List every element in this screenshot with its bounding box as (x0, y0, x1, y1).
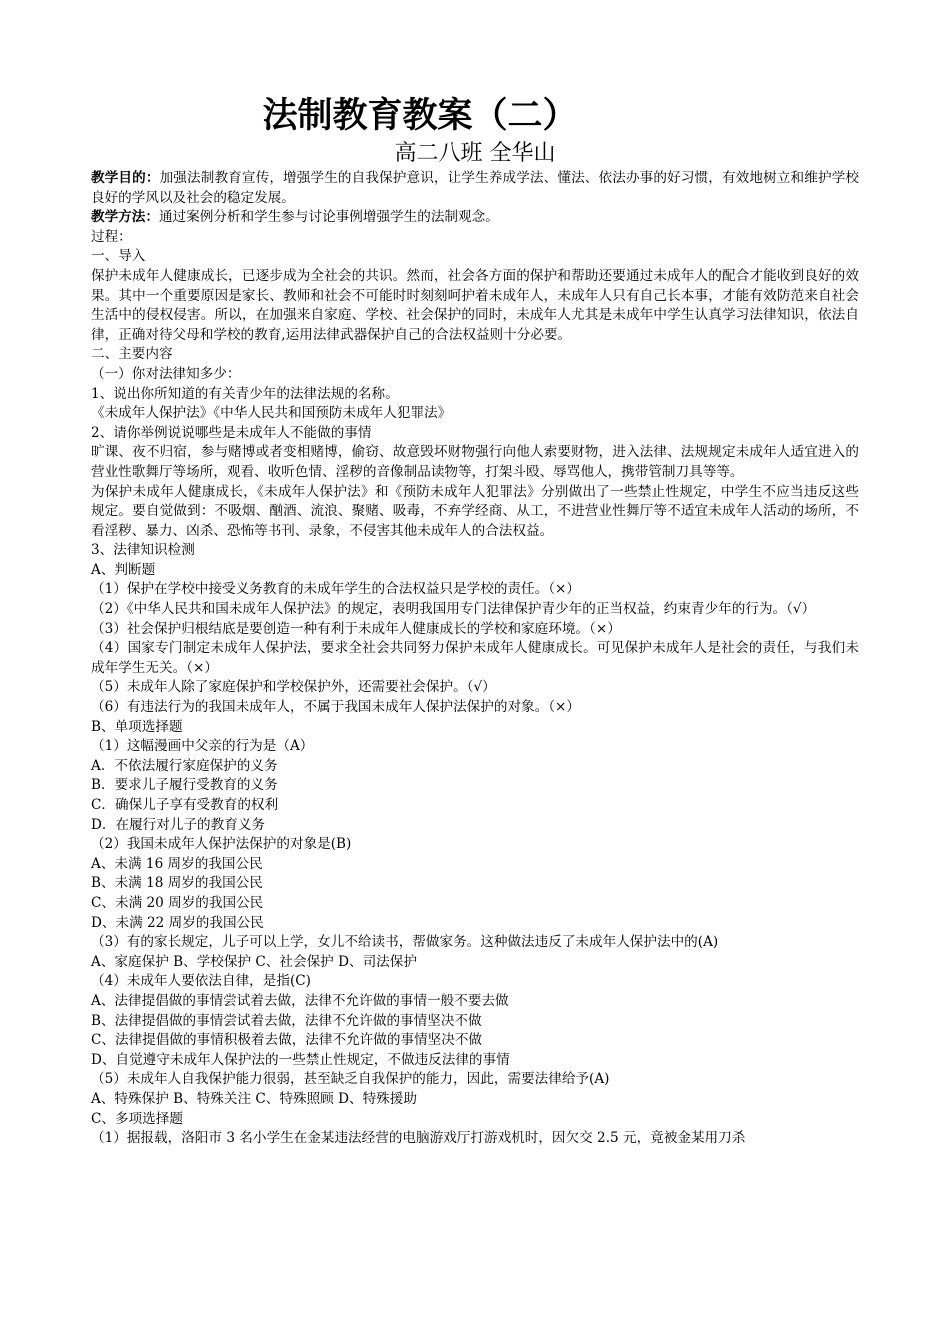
body-line: C、未满 20 周岁的我国公民 (91, 894, 264, 911)
body-line: C、法律提倡做的事情积极着去做，法律不允许做的事情坚决不做 (91, 1032, 483, 1049)
body-line: B．要求儿子履行受教育的义务 (91, 777, 278, 794)
document-subtitle: 高二八班 全华山 (394, 141, 556, 166)
teaching-aim (91, 169, 859, 208)
body-line: 保护未成年人健康成长，已逐步成为全社会的共识。然而，社会各方面的保护和帮助还要通过未成年人的配合才能收到良好的效果。其中一个重要原因是家长、教师和社会不可能时时刻刻呵护着未成年人，未成年人只有自己长本事，才能有效防范来自社会生活中的侵权侵害。所以，在加强来自家庭、学校、社会保护的同时，未成年人尤其是未成年中学生认真学习法律知识，依法自律，正确对待父母和学校的教育,运用法律武器保护自己的合法权益则十分必要。 (91, 267, 859, 343)
body-line: D、自觉遵守未成年人保护法的一些禁止性规定，不做违反法律的事情 (91, 1051, 510, 1068)
body-line: A、特殊保护 B、特殊关注 C、特殊照顾 D、特殊援助 (91, 1090, 417, 1107)
teaching-method (91, 208, 859, 228)
body-line: B、未满 18 周岁的我国公民 (91, 875, 263, 892)
body-line: 《未成年人保护法》《中华人民共和国预防未成年人犯罪法》 (91, 405, 452, 422)
body-line: （4）未成年人要依法自律，是指(C) (91, 973, 311, 990)
body-line: （5）未成年人自我保护能力很弱，甚至缺乏自我保护的能力，因此，需要法律给予(A) (91, 1071, 610, 1088)
body-line: A、家庭保护 B、学校保护 C、社会保护 D、司法保护 (91, 953, 417, 970)
teaching-aim-label: 教学目的： (91, 170, 160, 186)
body-line: 旷课、夜不归宿，参与赌博或者变相赌博，偷窃、故意毁坏财物强行向他人索要财物，进入法律、法规规定未成年人适宜进入的营业性歌舞厅等场所，观看、收听色情、淫秽的音像制品读物等，打架斗殴、辱骂他人，携带管制刀具等等。 (91, 444, 859, 480)
body-line: （2）《中华人民共和国未成年人保护法》的规定，表明我国用专门法律保护青少年的正当权益，约束青少年的行为。（√） (91, 601, 816, 618)
body-line: （5）未成年人除了家庭保护和学校保护外，还需要社会保护。（√） (91, 679, 496, 696)
document-body (91, 247, 859, 1148)
body-line: （4）国家专门制定未成年人保护法，要求全社会共同努力保护未成年人健康成长。可见保护未成年人是社会的责任，与我们未成年学生无关。（×） (91, 640, 859, 676)
body-line: （3）有的家长规定，儿子可以上学，女儿不给读书，帮做家务。这种做法违反了未成年人保护法中的(A) (91, 934, 719, 951)
document-title: 法制教育教案（二） (262, 96, 578, 136)
body-line: C．确保儿子享有受教育的权利 (91, 797, 279, 813)
body-line: 3、法律知识检测 (91, 542, 195, 559)
body-line: B、法律提倡做的事情尝试着去做，法律不允许做的事情坚决不做 (91, 1012, 482, 1029)
process-heading: 过程： (91, 228, 132, 245)
body-line: （3）社会保护归根结底是要创造一种有利于未成年人健康成长的学校和家庭环境。（×） (91, 620, 621, 637)
body-line: （一）你对法律知多少： (91, 365, 241, 382)
body-line: D、未满 22 周岁的我国公民 (91, 914, 264, 931)
body-line: A、判断题 (91, 561, 156, 578)
body-line: 2、请你举例说说哪些是未成年人不能做的事情 (91, 424, 372, 441)
body-line: 一、导入 (91, 248, 146, 265)
body-line: 二、主要内容 (91, 346, 173, 363)
body-line: （6）有违法行为的我国未成年人，不属于我国未成年人保护法保护的对象。（×） (91, 699, 581, 716)
body-line: A、未满 16 周岁的我国公民 (91, 855, 263, 872)
body-line: （1）这幅漫画中父亲的行为是（A） (91, 738, 314, 755)
body-line: （1）据报载，洛阳市 3 名小学生在金某违法经营的电脑游戏厅打游戏机时，因欠交 2.5 元，竟被金某用刀杀 (91, 1130, 746, 1147)
body-line: A、法律提倡做的事情尝试着去做，法律不允许做的事情一般不要去做 (91, 992, 509, 1009)
body-line: D．在履行对儿子的教育义务 (91, 816, 266, 833)
body-line: A．不依法履行家庭保护的义务 (91, 757, 278, 774)
teaching-method-label: 教学方法： (91, 209, 159, 226)
body-line: B、单项选择题 (91, 718, 183, 735)
teaching-aim-text: 加强法制教育宣传，增强学生的自我保护意识，让学生养成学法、懂法、依法办事的好习惯，有效地树立和维护学校良好的学风以及社会的稳定发展。 (91, 170, 860, 206)
body-line: C、多项选择题 (91, 1110, 183, 1127)
document-page (91, 92, 859, 1149)
body-line: 为保护未成年人健康成长，《未成年人保护法》和《预防未成年人犯罪法》分别做出了一些禁止性规定，中学生不应当违反这些规定。要自觉做到：不吸烟、酗酒、流浪、聚赌、吸毒，不弃学经商、从工，不进营业性舞厅等不适宜未成年人活动的场所，不看淫秽、暴力、凶杀、恐怖等书刊、录象，不侵害其他未成年人的合法权益。 (91, 483, 859, 539)
body-line: （2）我国未成年人保护法保护的对象是(B) (91, 836, 352, 853)
body-line: 1、说出你所知道的有关青少年的法律法规的名称。 (91, 385, 399, 402)
body-line: （1）保护在学校中接受义务教育的未成年学生的合法权益只是学校的责任。（×） (91, 581, 581, 598)
teaching-method-text: 通过案例分析和学生参与讨论事例增强学生的法制观念。 (158, 209, 499, 226)
